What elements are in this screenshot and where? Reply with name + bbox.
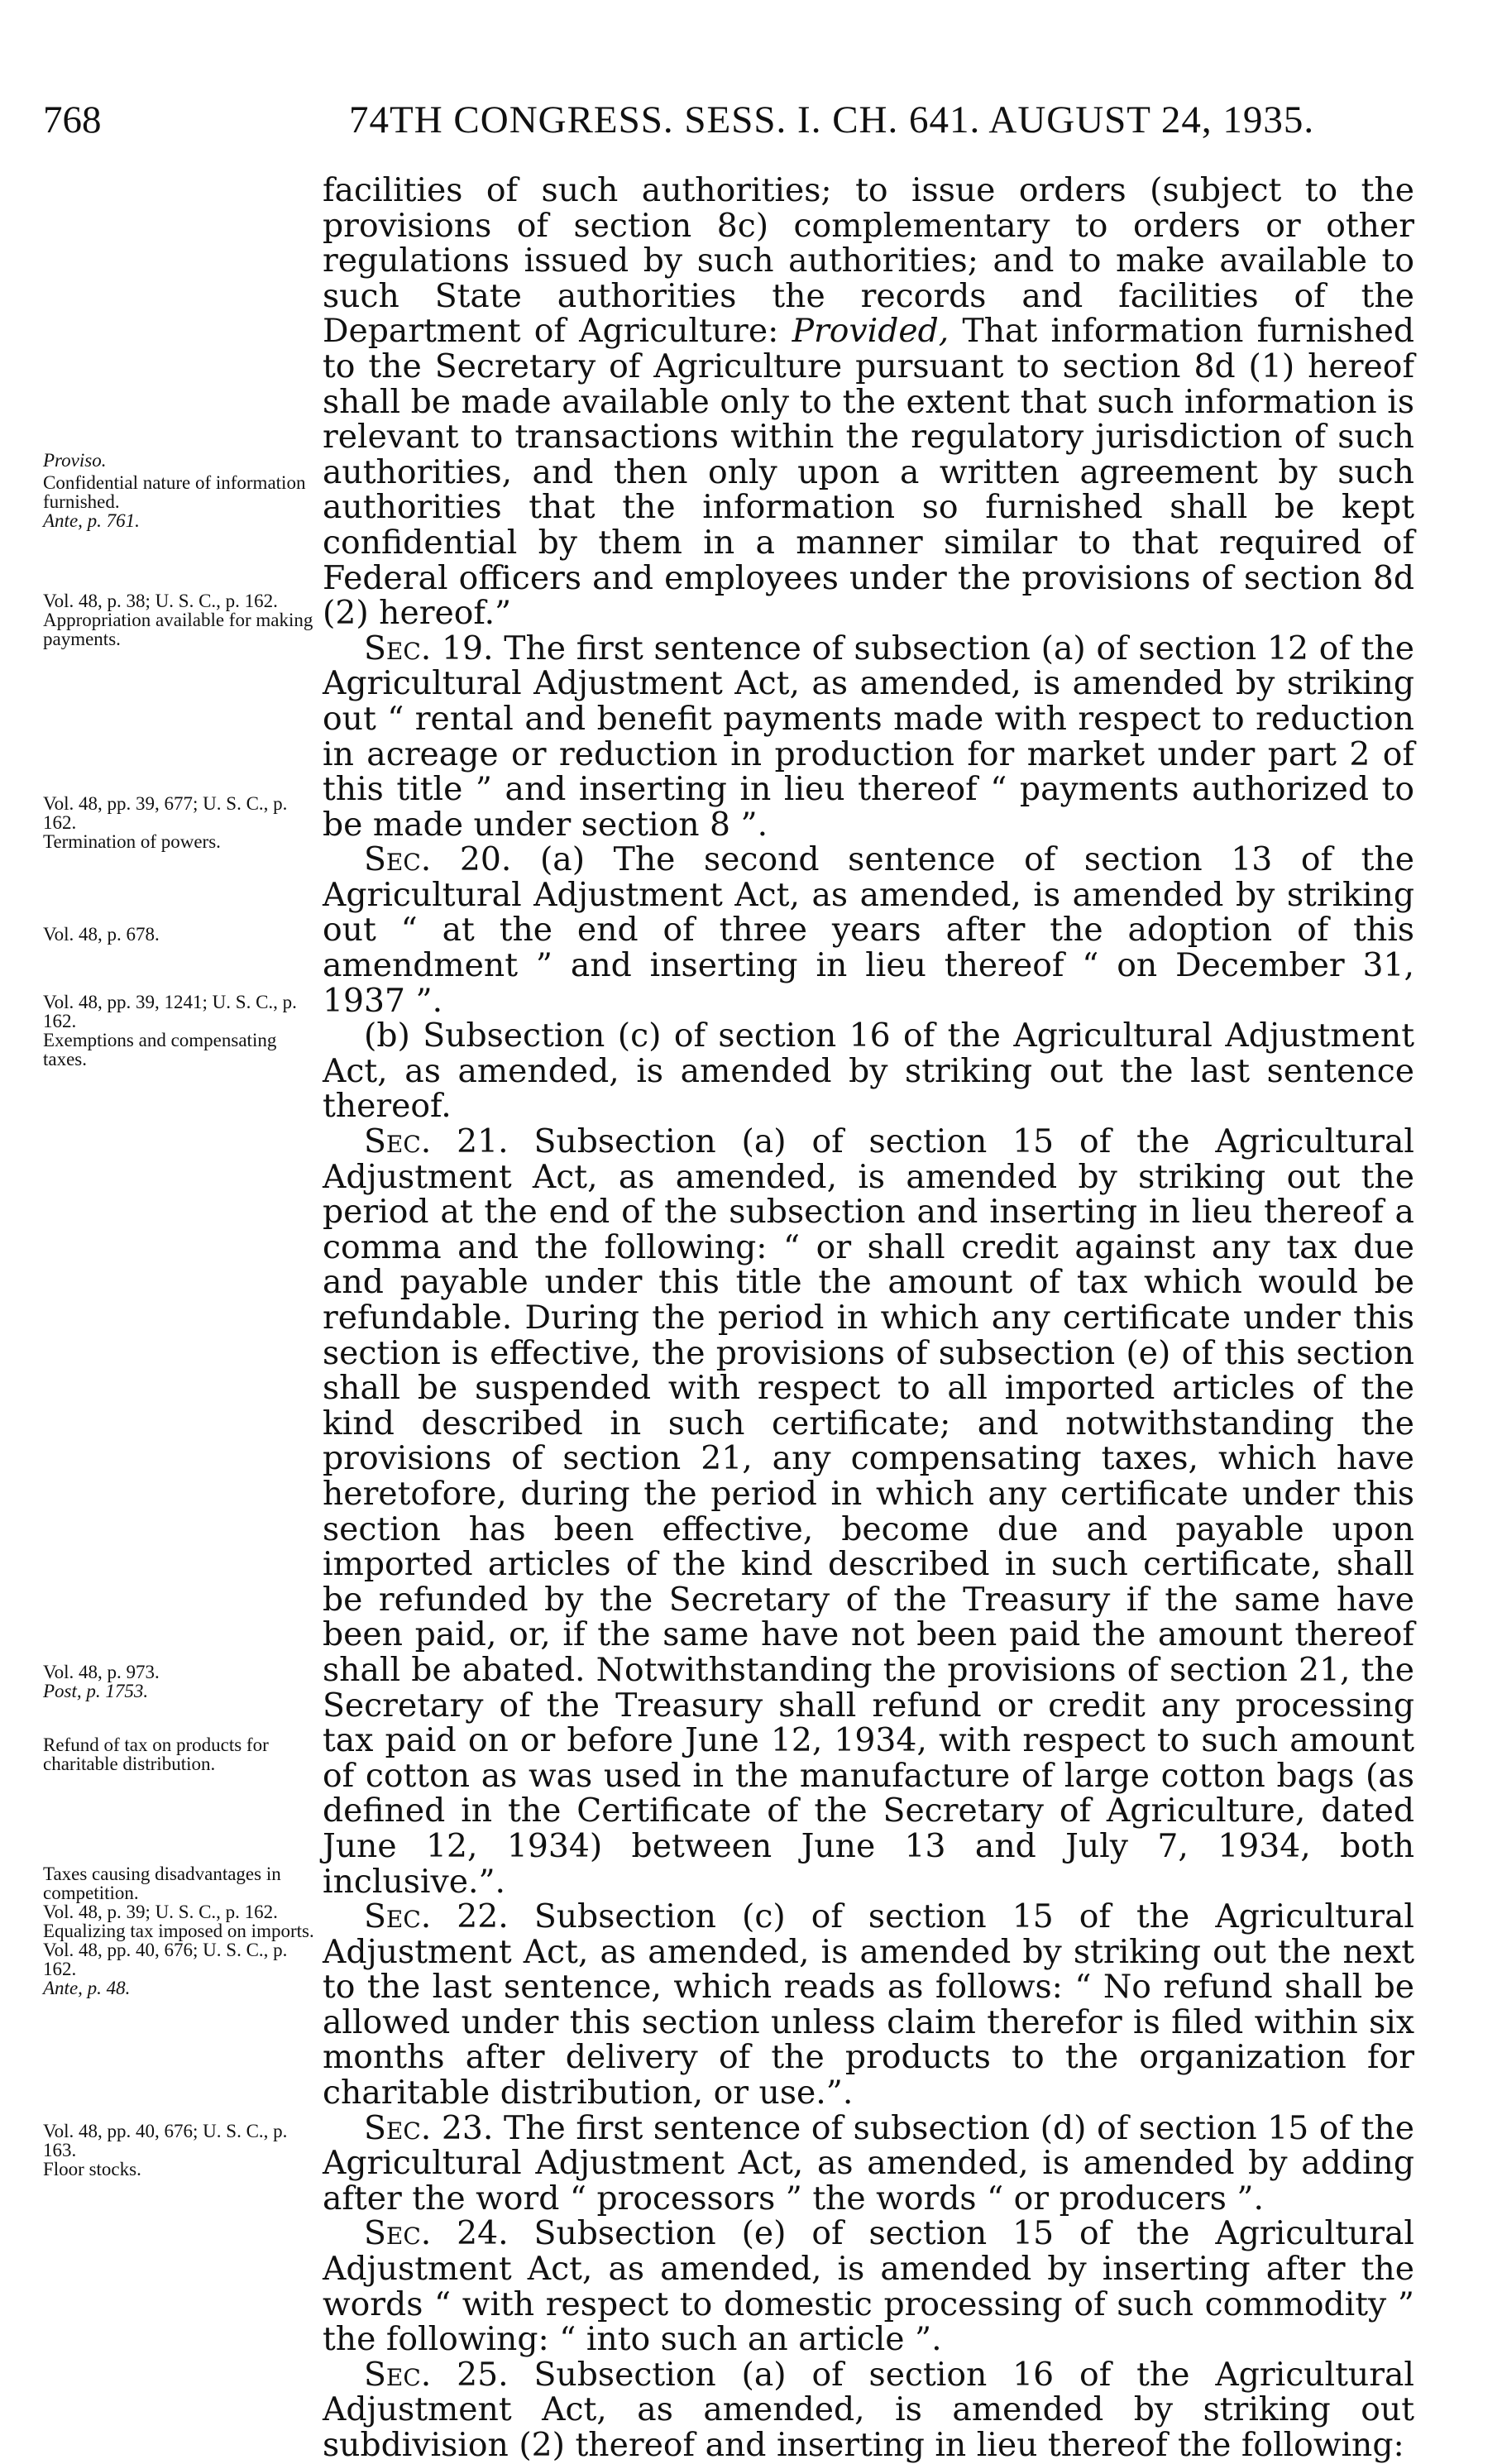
paragraph-text: (a) The second sentence of section 13 of the Agricultural Adjustment Act, as amended, is amended by striking out “ at the end of three years after the adoption of this amendment ” and inserting in lieu thereof “ on December 31, 1937 ”. (323, 841, 1414, 1020)
section-label: Sec. 25. (364, 2356, 509, 2394)
section-22 (323, 1900, 1414, 2112)
paragraph-text: facilities of such authorities; to issue orders (subject to the provisions of section 8c) complementary to orders or other regulations issued by such authorities; and to make available to such State authorities the records and facilities of the Department of Agriculture: (323, 172, 1414, 351)
margin-note-line: Taxes causing disadvantages in competition. (43, 1864, 281, 1903)
section-label: Sec. 22. (364, 1898, 509, 1936)
section-20b (323, 1019, 1414, 1125)
margin-note-line: Vol. 48, pp. 40, 676; U. S. C., p. 162. (43, 1940, 288, 1979)
margin-note-sec25 (43, 2122, 316, 2179)
section-19 (323, 629, 1414, 844)
running-head: 74TH CONGRESS. SESS. I. CH. 641. AUGUST 24, 1935. (349, 98, 1315, 141)
paragraph-text: Subsection (c) of section 15 of the Agricultural Adjustment Act, as amended, is amended by striking out the next to the last sentence, which reads as follows: “ No refund shall be allowed under this section unless claim therefor is filed within six months after delivery of the products to the organization for charitable distribution, or use.”. (323, 1898, 1414, 2112)
paragraph-text: (b) Subsection (c) of section 16 of the Agricultural Adjustment Act, as amended, is amended by striking out the last sentence thereof. (323, 1017, 1414, 1126)
page-number: 768 (43, 98, 102, 141)
margin-note-line: Vol. 48, pp. 39, 677; U. S. C., p. 162. (43, 793, 288, 833)
section-label: Sec. 20. (364, 841, 512, 879)
margin-note-sec21 (43, 993, 316, 1069)
margin-note-sec20 (43, 794, 316, 851)
section-23 (323, 2109, 1414, 2218)
margin-note-line: Proviso. (43, 450, 107, 471)
section-20a (323, 843, 1414, 1019)
margin-note-proviso (43, 451, 316, 530)
paragraph-text: Subsection (a) of section 15 of the Agricultural Adjustment Act, as amended, is amended by striking out the period at the end of the subsection and inserting in lieu thereof a comma and the following: “ or shall credit against any tax due and payable under this title the amount of tax which would be refundable. During the period in which any certificate under this section is effective, the provisions of subsection (e) of this section shall be suspended with respect to all imported articles of the kind described in such certificate; and notwithstanding the provisions of section 21, any compensating taxes, which have heretofore, during the period in which any certificate under this section has been effective, become due and payable upon imported articles of the kind described in such certificate, shall be refunded by the Secretary of the Treasury if the same have been paid, or, if the same have not been paid the amount thereof shall be abated. Notwithstanding the provisions of section 21, the Secretary of the Treasury shall refund or credit any processing tax paid on or before June 12, 1934, with respect to such amount of cotton as was used in the manufacture of large cotton bags (as defined in the Certificate of the Secretary of Agriculture, dated June 12, 1934) between June 13 and July 7, 1934, both inclusive.”. (323, 1123, 1414, 1901)
section-label: Sec. 24. (364, 2215, 509, 2253)
margin-note-line: Ante, p. 48. (43, 1978, 131, 1998)
paragraph-text: Subsection (e) of section 15 of the Agricultural Adjustment Act, as amended, is amended by inserting after the words “ with respect to domestic processing of such commodity ” the following: “ into such an article ”. (323, 2215, 1414, 2359)
proviso-italic: Provided, (792, 313, 950, 351)
margin-note-line: Vol. 48, p. 973. (43, 1662, 160, 1682)
section-label: Sec. 19. (364, 629, 494, 667)
margin-note-line: Floor stocks. (43, 2159, 141, 2179)
margin-note-line: Vol. 48, p. 39; U. S. C., p. 162. (43, 1902, 278, 1922)
margin-note-line: Vol. 48, pp. 39, 1241; U. S. C., p. 162. (43, 992, 297, 1031)
margin-note-sec20b (43, 925, 316, 944)
section-21 (323, 1125, 1414, 1900)
section-label: Sec. 23. (364, 2109, 494, 2147)
margin-note-sec19 (43, 591, 316, 648)
paragraph-text: Subsection (a) of section 16 of the Agricultural Adjustment Act, as amended, is amended by striking out subdivision (2) thereof and inserting in lieu thereof the following: (323, 2356, 1414, 2464)
margin-note-sec22 (43, 1663, 316, 1701)
paragraph-continuation (323, 174, 1414, 632)
margin-note-line: Confidential nature of information furnished. (43, 472, 306, 512)
margin-note-line: Post, p. 1753. (43, 1681, 149, 1701)
margin-note-line: Vol. 48, pp. 40, 676; U. S. C., p. 163. (43, 2121, 288, 2160)
paragraph-text: That information furnished to the Secretary of Agriculture pursuant to section 8d (1) hereof shall be made available only to the extent that such information is relevant to transactions within the regulatory jurisdiction of such authorities, and then only upon a written agreement by such authorities that the information so furnished shall be kept confidential by them in a manner similar to that required of Federal officers and employees under the provisions of section 8d (2) hereof.” (323, 313, 1414, 633)
margin-note-refund (43, 1735, 316, 1773)
section-24 (323, 2217, 1414, 2357)
body-text (323, 174, 1414, 2464)
margin-note-line: Ante, p. 761. (43, 510, 140, 531)
margin-note-line: Vol. 48, p. 38; U. S. C., p. 162. (43, 591, 278, 611)
margin-note-line: Exemptions and compensating taxes. (43, 1030, 277, 1069)
margin-note-line: Refund of tax on products for charitable distribution. (43, 1734, 269, 1774)
section-label: Sec. 21. (364, 1123, 509, 1161)
margin-note-line: Vol. 48, p. 678. (43, 924, 160, 945)
margin-note-line: Termination of powers. (43, 831, 221, 852)
margin-note-line: Appropriation available for making payments. (43, 610, 313, 649)
margin-note-sec23-24 (43, 1864, 316, 1998)
section-25 (323, 2358, 1414, 2464)
paragraph-text: The first sentence of subsection (a) of section 12 of the Agricultural Adjustment Act, as amended, is amended by striking out “ rental and benefit payments made with respect to reduction in acreage or reduction in production for market under part 2 of this title ” and inserting in lieu thereof “ payments authorized to be made under section 8 ”. (323, 629, 1414, 844)
margin-note-line: Equalizing tax imposed on imports. (43, 1921, 314, 1941)
page-header (43, 98, 1399, 155)
paragraph-text: The first sentence of subsection (d) of section 15 of the Agricultural Adjustment Act, as amended, is amended by adding after the word “ processors ” the words “ or producers ”. (323, 2109, 1414, 2218)
